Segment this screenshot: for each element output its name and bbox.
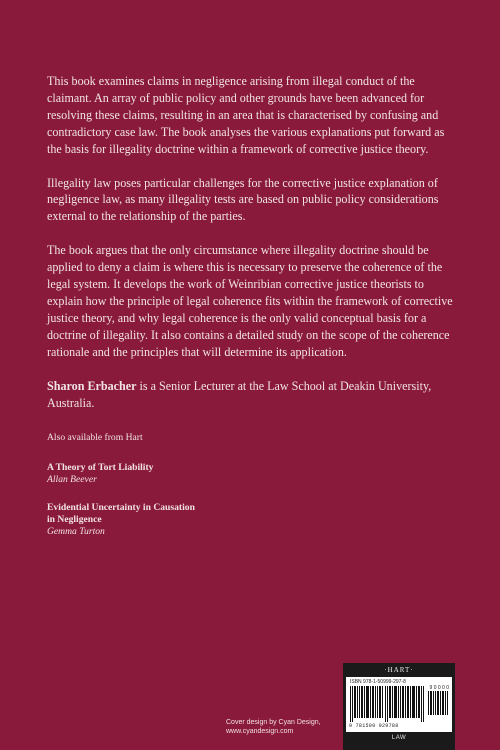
- barcode-digits: 9 781509 929788: [349, 723, 399, 729]
- barcode-panel: [343, 663, 455, 750]
- category-label: LAW: [391, 735, 407, 741]
- author-name: Sharon Erbacher: [47, 378, 137, 393]
- author-bio: [47, 378, 459, 412]
- isbn-label: ISBN 978-1-50999-297-8: [350, 679, 406, 685]
- related-book: [47, 502, 197, 538]
- related-book-author: Allan Beever: [47, 474, 97, 485]
- blurb-paragraph-2: Illegality law poses particular challenges for the corrective justice explanation of negligence law, as many illegality tests are based on public policy considerations external to the relationship of the parties.: [47, 175, 439, 224]
- related-book: [47, 462, 347, 486]
- price-code: 9 0 0 0 0: [429, 685, 449, 691]
- also-available-section: [47, 432, 347, 554]
- publisher-logo: ·HART·: [384, 665, 414, 674]
- barcode-addon-icon: [428, 691, 448, 715]
- blurb-paragraph-1: This book examines claims in negligence arising from illegal conduct of the claimant. An array of public policy and other grounds have been advanced for resolving these claims, resulting in an area that is characterised by confusing and contradictory case law. The book analyses the various explanations put forward as the basis for illegality doctrine within a framework of corrective justice theory.: [47, 74, 445, 156]
- barcode-area: [346, 677, 452, 732]
- blurb-paragraph-3: The book argues that the only circumstance where illegality doctrine should be applied to deny a claim is where this is necessary to preserve the coherence of the legal system. It develops the work of Weinribian corrective justice theorists to explain how the principle of legal coherence fits within the framework of corrective justice theory, and why legal coherence is the only valid conceptual basis for a doctrine of illegality. It also contains a detailed study on the scope of the coherence rationale and the principles that will determine its application.: [47, 243, 453, 359]
- blurb: [47, 73, 459, 428]
- also-available-heading: Also available from Hart: [47, 432, 143, 443]
- credit-line-2: www.cyandesign.com: [226, 728, 294, 735]
- credit-line-1: Cover design by Cyan Design,: [226, 719, 321, 726]
- related-book-title: Evidential Uncertainty in Causation in Negligence: [47, 502, 195, 525]
- related-book-title: A Theory of Tort Liability: [47, 462, 154, 473]
- barcode-icon: [350, 686, 426, 722]
- cover-design-credit: [226, 718, 321, 736]
- author-bio-text: is a Senior Lecturer at the Law School at Deakin University, Australia.: [47, 378, 432, 410]
- related-book-author: Gemma Turton: [47, 526, 105, 537]
